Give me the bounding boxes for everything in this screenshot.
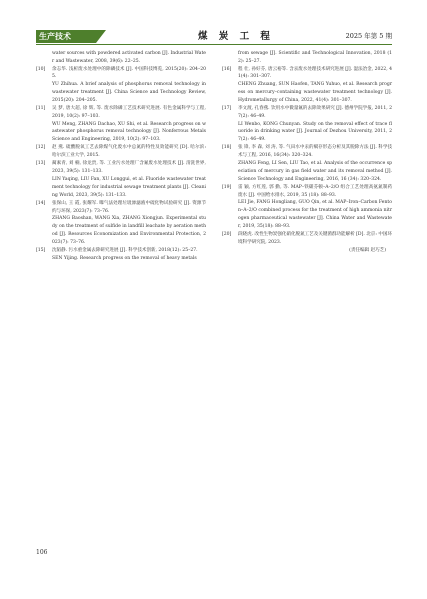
reference-en: YU Zhihua. A brief analysis of phosphorus removal technology in wastewater treatment [J]. China Science and Technology Review, 2015(20): 204–205.	[52, 82, 206, 103]
reference-number: [14]	[36, 200, 46, 206]
page-header	[36, 30, 392, 43]
reference-item	[36, 160, 206, 199]
reference-item	[36, 247, 206, 263]
reference-cn: 沈韬静. 污水重金属去除研究进展 [J]. 科学技术创新, 2018(12): 25–27.	[52, 247, 198, 253]
reference-en: LEI Jie, FANG Hongliang, GUO Qin, et al. MAP–Iron–Carbon Fenton–A–2/O combined process for the treatment of high ammonia nitrogen pharmaceutical wastewater [J]. China Water and Wastewater, 2019, 35(18): 88–93.	[238, 200, 392, 229]
reference-text	[238, 66, 392, 105]
reference-item	[36, 144, 206, 160]
reference-number: [12]	[36, 145, 46, 151]
journal-title: 煤 炭 工 程	[198, 31, 274, 42]
reference-cn: 雷 颖, 方红莲, 郭 勤, 等. MAP–铁碳芬顿–A–2/O 组合工艺处理高氨氮制药废水 [J]. 中国给水排水, 2019, 35 (18): 88–93.	[238, 184, 392, 198]
reference-text	[52, 105, 206, 144]
reference-item	[222, 105, 392, 144]
reference-text	[52, 160, 206, 199]
reference-item	[36, 66, 206, 105]
reference-number: [13]	[36, 161, 46, 167]
reference-en: WU Meng, ZHANG Dachao, XU Shi, et al. Research progress on wastewater phosphorus removal technology [J]. Nonferrous Metals Science and Engineering, 2019, 10(2): 97–103.	[52, 121, 206, 143]
reference-cn: 李文渡, 孔春燕. 饮用水中微量氟的去除效果研究 [J]. 德州学院学报, 2011, 27(2): 46–49.	[238, 105, 392, 119]
reference-text	[238, 144, 392, 183]
reference-text	[238, 105, 392, 144]
header-rule	[36, 44, 392, 45]
reference-en: SEN Yijing. Research progress on the removal of heavy metals	[52, 255, 197, 261]
reference-number: [16]	[222, 66, 232, 72]
reference-number: [17]	[222, 105, 232, 111]
reference-cn: 张保山, 王 霞, 张耀军. 曝气法处理垃圾渗滤液中硫化物试验研究 [J]. 资源节约与环保, 2023(7): 73–76.	[52, 200, 206, 214]
reference-continuation: from sewage [J]. Scientific and Technological Innovation, 2018 (12): 25–27.	[238, 51, 392, 64]
reference-cn: 余志华. 浅析废水处理中的除磷技术 [J]. 中国科技博览, 2015(20): 204–205.	[52, 66, 206, 80]
reference-item	[222, 231, 392, 247]
reference-text	[52, 200, 206, 247]
page-number: 106	[36, 549, 48, 556]
reference-number: [18]	[222, 145, 232, 151]
reference-text	[52, 66, 206, 105]
reference-text	[52, 247, 206, 263]
reference-item	[36, 200, 206, 247]
reference-continuation: water sources with powdered activated carbon [J]. Industrial Water and Wastewater, 2008, 39(6): 22–25.	[52, 51, 206, 64]
right-column	[222, 50, 392, 255]
reference-cn: 程 壮, 孙好芬, 唐云裕等. 含汞废水处理技术研究进展 [J]. 湿法冶金, 2022, 41(4): 301–307.	[238, 66, 392, 80]
reference-en: LI Wenbo, KONG Chunyan. Study on the removal effect of trace fluoride in drinking water [J]. Journal of Dezhou University, 2011, 27(2): 46–49.	[238, 121, 392, 143]
reference-text	[238, 231, 392, 247]
reference-number: [20]	[222, 231, 232, 237]
left-column	[36, 50, 206, 263]
section-tag: 生产技术	[36, 30, 96, 43]
reference-en: ZHANG Baoshan, WANG Xia, ZHANG Xiongjun. Experimental study on the treatment of sulfide in landfill leachate by aeration method [J]. Resources Economization and Environmental Protection, 2023(7): 73–76.	[52, 216, 206, 245]
reference-cn: 赵 燕. 硫酸脱氧工艺去除煤气化废水中总氮的特性及效能研究 [D]. 哈尔滨: 哈尔滨工业大学, 2015.	[52, 145, 206, 159]
reference-item	[222, 144, 392, 183]
reference-en: CHENG Zhuang, SUN Haofen, TANG Yuhuo, et al. Research progress on mercury–containing wastewater treatment technology [J]. Hydrometallurgy of China, 2022, 41(4): 301–307.	[238, 82, 392, 103]
reference-cn: 吴 梦, 唐大超, 徐 辉, 等. 废水除磷工艺技术研究进展. 有色金属科学与工程, 2019, 10(2): 97–103.	[52, 105, 206, 119]
reference-text	[52, 144, 206, 160]
issue-number: 2025 年第 5 期	[345, 32, 392, 40]
reference-cn: 段晓虎. 改性生物炭强化硝化脱氮工艺及关键菌群功能解析 [D]. 北京: 中国环境科学研究院, 2023.	[238, 231, 392, 245]
reference-number: [10]	[36, 66, 46, 72]
reference-number: [11]	[36, 105, 46, 111]
editor-signoff: (责任编辑 赵巧芝)	[349, 248, 386, 254]
reference-en: ZHANG Feng, LI Sen, LIU Tao, et al. Analysis of the occurrence speciation of mercury in gas field water and its removal method [J]. Science Technology and Engineering, 2016, 16 (34): 320–324.	[238, 160, 392, 182]
reference-en: LIN Yaqing, LIU Fan, XU Longgui, et al. Fluoride wastewater treatment technology for industrial sewage treatment plants [J]. Cleaning World, 2023, 39(5): 131–133.	[52, 176, 206, 198]
reference-cn: 张 锋, 李 森, 刘 涛, 等. 气田水中汞的赋存形态分析及其脱除方法 [J]. 科学技术与工程, 2016, 16(34): 320–324.	[238, 145, 392, 159]
section-tag-tail	[96, 30, 106, 43]
reference-number: [15]	[36, 247, 46, 253]
reference-item	[222, 184, 392, 231]
reference-text	[238, 184, 392, 231]
reference-cn: 蔺素青, 刘 楠, 徐龙贵, 等. 工业污水处理厂含氟废水处理技术 [J]. 清洗世界, 2023, 39(5): 131–133.	[52, 161, 206, 175]
reference-item	[222, 66, 392, 105]
reference-item	[36, 105, 206, 144]
reference-number: [19]	[222, 184, 232, 190]
